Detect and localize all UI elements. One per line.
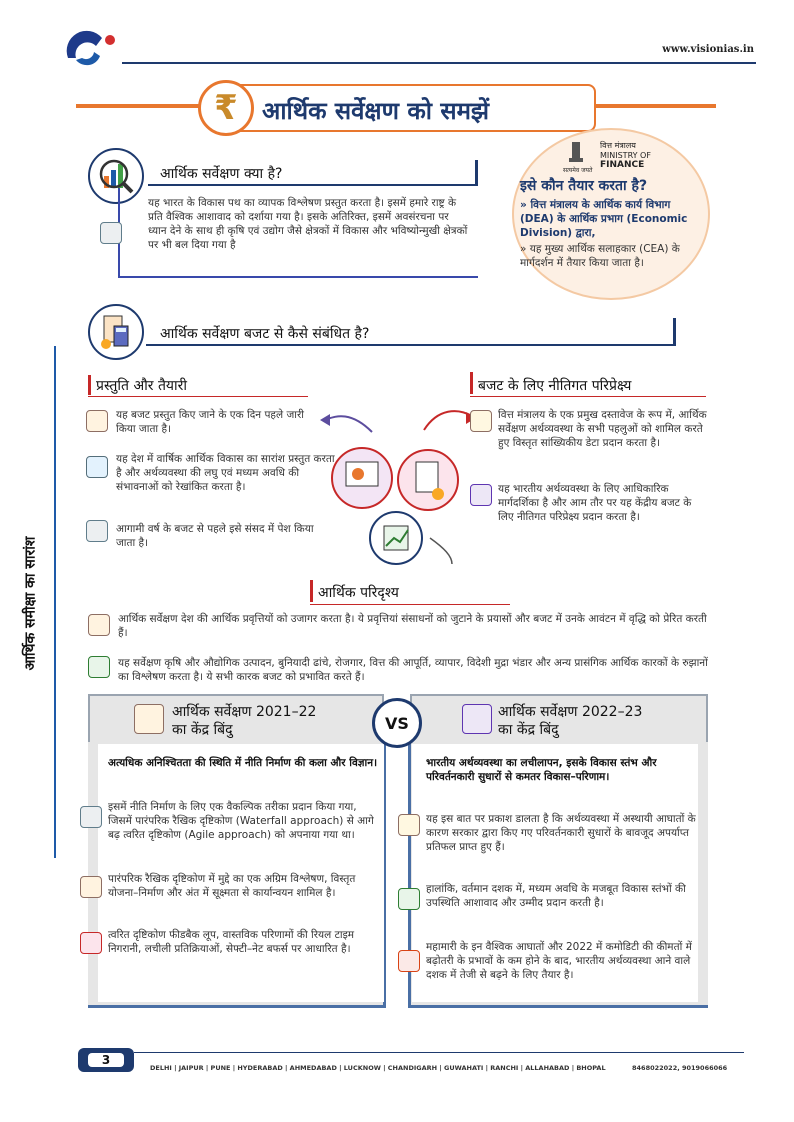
presentation-item-2: यह देश में वार्षिक आर्थिक विकास का सारांश प्रस्तुत करता है और अर्थव्यवस्था की लघु एवं मध्यम अवधि की संभावनाओं को रेखांकित करता है। <box>116 453 335 493</box>
report-icon <box>86 456 108 478</box>
policy-item-2: यह भारतीय अर्थव्यवस्था के लिए आधिकारिक मार्गदर्शिका है और आम तौर पर यह केंद्रीय बजट के लिए नीतिगत परिप्रेक्ष्य प्रदान करता है। <box>498 483 692 523</box>
logo <box>60 28 120 72</box>
presentation-heading: प्रस्तुति और तैयारी <box>96 378 188 394</box>
landscape-heading: आर्थिक परिदृश्य <box>318 585 399 601</box>
right-item-3-icon <box>398 888 420 910</box>
compare-right-title-1: आर्थिक सर्वेक्षण 2022–23 <box>498 704 643 720</box>
compare-left-icon <box>134 704 164 734</box>
parliament-icon <box>86 520 108 542</box>
compare-left-title-2: का केंद्र बिंदु <box>172 722 233 738</box>
compare-left-title-1: आर्थिक सर्वेक्षण 2021–22 <box>172 704 317 720</box>
vs-label: VS <box>385 713 409 733</box>
page-number-badge <box>78 1048 134 1072</box>
header-rule <box>122 62 756 64</box>
calendar-icon <box>86 410 108 432</box>
ministry-hindi: वित्त मंत्रालय <box>600 141 636 150</box>
footer-phone[interactable]: 8468022022, 9019066066 <box>632 1064 728 1072</box>
footer-rule <box>134 1052 744 1053</box>
who-prepares-point-1-text: वित्त मंत्रालय के आर्थिक कार्य विभाग (DEA) के आर्थिक प्रभाग (Economic Division) द्वारा, <box>520 199 688 239</box>
center-illustration <box>318 398 478 568</box>
analysis-icon <box>88 656 110 678</box>
header-website[interactable]: www.visionias.in <box>662 44 754 55</box>
ministry-en-2: FINANCE <box>600 160 645 170</box>
compare-right-title-2: का केंद्र बिंदु <box>498 722 559 738</box>
right-item-4: महामारी के इन वैश्विक आघातों और 2022 में कमोडिटी की कीमतों में बढ़ोतरी के प्रभावों के कम होने के बाद, भारतीय अर्थव्यवस्था आने वाले दशक में तेजी से बढ़ने के लिए तैयार है। <box>426 941 692 981</box>
policy-heading-bar <box>470 372 473 394</box>
right-item-2: यह इस बात पर प्रकाश डालता है कि अर्थव्यवस्था में अस्थायी आघातों के कारण सरकार द्वारा किए गए परिवर्तनकारी सुधारों के बावजूद अपर्याप्त प्रतिफल प्राप्त हुए हैं। <box>426 813 696 853</box>
building-icon <box>100 222 122 244</box>
right-item-4-icon <box>398 950 420 972</box>
book-icon <box>470 484 492 506</box>
footer-cities: DELHI | JAIPUR | PUNE | HYDERABAD | AHMEDABAD | LUCKNOW | CHANDIGARH | GUWAHATI | RANCHI | ALLAHABAD | BHOPAL <box>150 1064 606 1072</box>
trend-icon <box>88 614 110 636</box>
side-rule <box>54 346 56 858</box>
rupee-symbol: ₹ <box>214 88 238 128</box>
landscape-heading-underline <box>310 604 510 605</box>
compare-right-icon <box>462 704 492 734</box>
landscape-heading-bar <box>310 580 313 602</box>
presentation-heading-bar <box>88 375 91 395</box>
page-number: 3 <box>88 1053 124 1067</box>
policy-heading: बजट के लिए नीतिगत परिप्रेक्ष्य <box>478 378 632 394</box>
left-item-2: इसमें नीति निर्माण के लिए एक वैकल्पिक तरीका प्रदान किया गया, जिसमें पारंपरिक रैखिक दृष्टिकोण (Waterfall approach) से आगे बढ़ त्वरित दृष्टिकोण (Agile approach) को अपनाया गया था। <box>108 801 374 841</box>
right-item-1: भारतीय अर्थव्यवस्था का लचीलापन, इसके विकास स्तंभ और परिवर्तनकारी सुधारों से कमतर विकास–परिणाम। <box>426 757 657 783</box>
right-item-2-icon <box>398 814 420 836</box>
calculator-icon <box>88 304 144 360</box>
emblem-caption: सत्यमेव जयते <box>563 167 593 174</box>
who-prepares-point-2-text: यह मुख्य आर्थिक सलाहकार (CEA) के मार्गदर्शन में तैयार किया जाता है। <box>520 243 680 269</box>
policy-item-1: वित्त मंत्रालय के एक प्रमुख दस्तावेज के रूप में, आर्थिक सर्वेक्षण अर्थव्यवस्था के सभी पहलुओं को शामिल करते हुए विस्तृत सांख्यिकीय डेटा प्रदान करता है। <box>498 409 707 449</box>
rupee-icon <box>198 80 254 136</box>
right-item-3: हालांकि, वर्तमान दशक में, मध्यम अवधि के मजबूत विकास स्तंभों की उपस्थिति आशावाद और उम्मीद प्रदान करती है। <box>426 883 686 909</box>
left-item-4-icon <box>80 932 102 954</box>
emblem-icon <box>566 140 586 166</box>
left-item-3-icon <box>80 876 102 898</box>
left-item-3: पारंपरिक रैखिक दृष्टिकोण में मुद्दे का एक अग्रिम विश्लेषण, विस्तृत योजना–निर्माण और अंत में सूक्ष्मता से कार्यान्वयन शामिल है। <box>108 873 356 899</box>
landscape-item-2: यह सर्वेक्षण कृषि और औद्योगिक उत्पादन, बुनियादी ढांचे, रोजगार, वित्त की आपूर्ति, व्यापार, विदेशी मुद्रा भंडार और अन्य प्रासंगिक आर्थिक कारकों के रुझानों का विश्लेषण करता है। ये सभी कारक बजट को प्रभावित करते हैं। <box>118 657 708 683</box>
who-prepares-point-2: » यह मुख्य आर्थिक सलाहकार (CEA) के मार्गदर्शन में तैयार किया जाता है। <box>520 243 680 269</box>
vs-badge <box>372 698 422 748</box>
what-is-body: यह भारत के विकास पथ का व्यापक विश्लेषण प्रस्तुत करता है। इसमें हमारे राष्ट्र के प्रति वैश्विक आशावाद को दर्शाया गया है। इसके अतिरिक्त, इसमें अवसंरचना पर ध्यान देने के साथ ही कृषि एवं उद्योग जैसे क्षेत्रकों में विकास और भविष्योन्मुखी क्षेत्रकों पर भी बल दिया गया है <box>148 197 468 251</box>
landscape-item-1: आर्थिक सर्वेक्षण देश की आर्थिक प्रवृत्तियों को उजागर करता है। ये प्रवृत्तियां संसाधनों को जुटाने के प्रयासों और बजट में उनके आवंटन में वृद्धि को प्रेरित करती हैं। <box>118 613 707 639</box>
presentation-heading-underline <box>88 396 308 397</box>
document-icon <box>470 410 492 432</box>
ministry-en-1: MINISTRY OF <box>600 151 651 160</box>
left-item-1: अत्यधिक अनिश्चितता की स्थिति में नीति निर्माण की कला और विज्ञान। <box>108 757 378 769</box>
side-label: आर्थिक समीक्षा का सारांश <box>22 536 39 671</box>
presentation-item-3: आगामी वर्ष के बजट से पहले इसे संसद में पेश किया जाता है। <box>116 523 314 549</box>
budget-heading: आर्थिक सर्वेक्षण बजट से कैसे संबंधित है? <box>160 326 370 342</box>
page-title: आर्थिक सर्वेक्षण को समझें <box>262 97 490 125</box>
left-item-2-icon <box>80 806 102 828</box>
policy-heading-underline <box>470 396 706 397</box>
presentation-item-1: यह बजट प्रस्तुत किए जाने के एक दिन पहले जारी किया जाता है। <box>116 409 304 435</box>
what-is-heading: आर्थिक सर्वेक्षण क्या है? <box>160 166 283 182</box>
left-item-4: त्वरित दृष्टिकोण फीडबैक लूप, वास्तविक परिणामों की रियल टाइम निगरानी, लचीली प्रतिक्रियाओं, सेफ्टी–नेट बफर्स पर आधारित है। <box>108 929 355 955</box>
who-prepares-heading: इसे कौन तैयार करता है? <box>520 178 648 194</box>
who-prepares-point-1: » वित्त मंत्रालय के आर्थिक कार्य विभाग (DEA) के आर्थिक प्रभाग (Economic Division) द्वारा, <box>520 199 688 239</box>
